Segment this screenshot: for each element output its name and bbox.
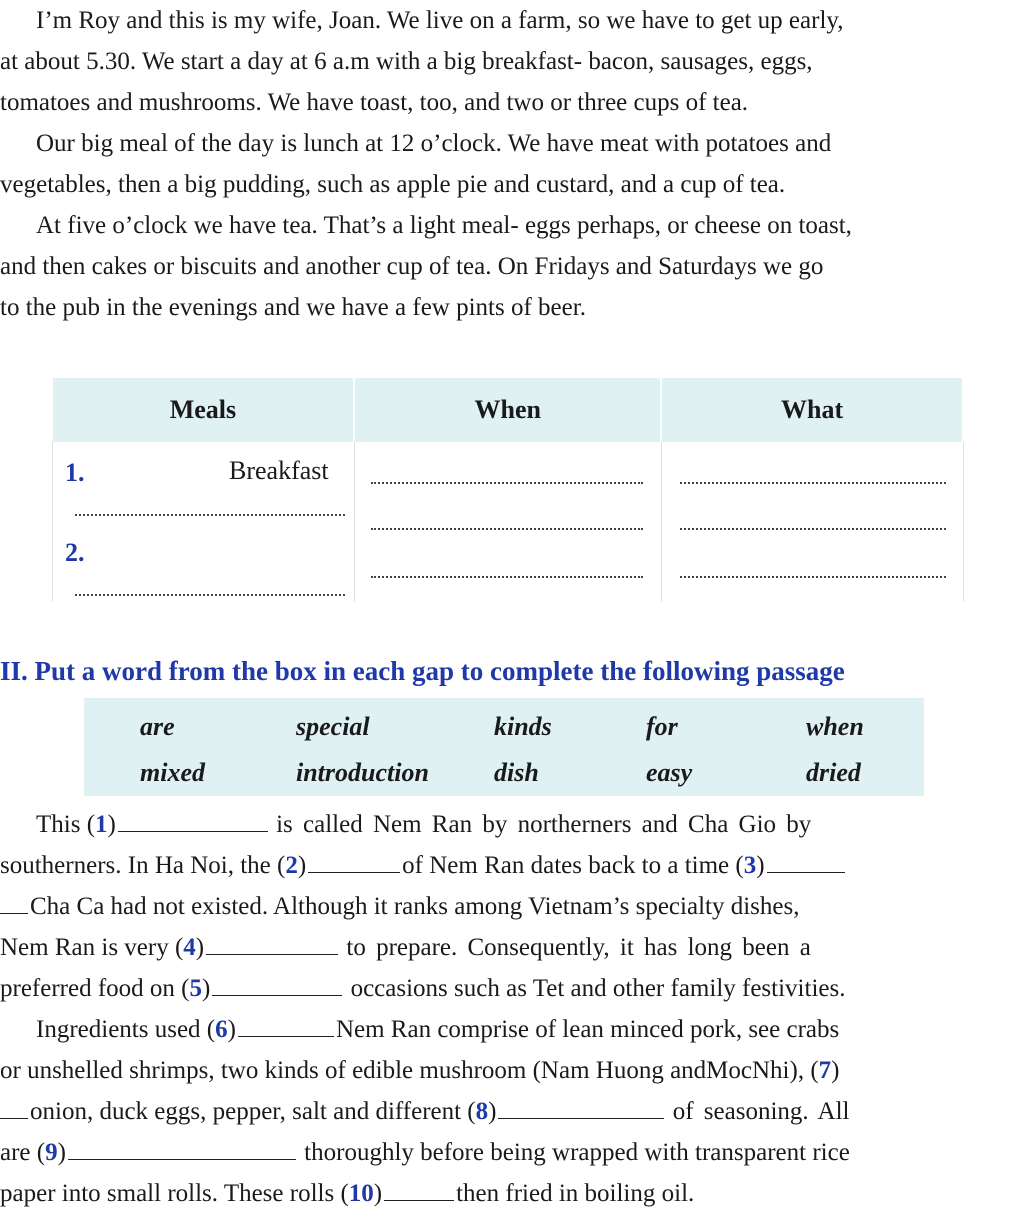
word-item: when (806, 712, 864, 741)
word-item: dried (806, 758, 861, 787)
word-item: kinds (494, 712, 552, 741)
passage-line: and then cakes or biscuits and another cup of tea. On Fridays and Saturdays we go (0, 253, 824, 280)
table-header-when: When (354, 378, 661, 442)
meals-column-cell (53, 442, 355, 602)
blank-line[interactable] (680, 576, 946, 578)
line-text: onion, duck eggs, pepper, salt and different ( (30, 1098, 476, 1125)
gap-5-blank[interactable] (212, 973, 342, 996)
passage-line: tomatoes and mushrooms. We have toast, too, and two or three cups of tea. (0, 89, 749, 116)
gap-number-10: 10 (348, 1180, 374, 1207)
what-column-cell (661, 442, 963, 602)
gap-9-blank[interactable] (68, 1137, 296, 1160)
reading-passage (0, 0, 1022, 328)
line-text: thoroughly before being wrapped with transparent rice (304, 1139, 850, 1166)
gap-fill-passage (0, 804, 1022, 1214)
blank-line[interactable] (371, 576, 643, 578)
gap-number-8: 8 (475, 1098, 489, 1125)
table-header-meals: Meals (53, 378, 355, 442)
passage-line: I’m Roy and this is my wife, Joan. We live on a farm, so we have to get up early, (36, 7, 844, 34)
line-text: preferred food on ( (0, 975, 190, 1002)
row-number-2: 2. (65, 538, 85, 567)
line-text: ) (297, 852, 307, 879)
blank-line[interactable] (75, 594, 345, 596)
passage-line (0, 1009, 1022, 1050)
gap-1-blank[interactable] (118, 809, 268, 832)
blank-line[interactable] (371, 528, 643, 530)
passage-line (0, 927, 1022, 968)
line-text: ) (57, 1139, 66, 1166)
line-text: occasions such as Tet and other family festivities. (350, 975, 846, 1002)
line-text: paper into small rolls. These rolls ( (0, 1180, 349, 1207)
passage-line (0, 1091, 1022, 1132)
word-item: for (646, 712, 678, 741)
passage-line (0, 1173, 1022, 1214)
line-text: This ( (36, 811, 96, 838)
passage-line: vegetables, then a big pudding, such as apple pie and custard, and a cup of tea. (0, 171, 786, 198)
passage-line: at about 5.30. We start a day at 6 a.m with a big breakfast- bacon, sausages, eggs, (0, 48, 813, 75)
meals-table (52, 378, 964, 602)
word-item: introduction (296, 758, 429, 787)
gap-3-blank[interactable] (767, 850, 845, 873)
line-text: Cha Ca had not existed. Although it ranks among Vietnam’s specialty dishes, (30, 893, 800, 920)
passage-line (0, 804, 1022, 845)
gap-7-blank[interactable] (0, 1096, 28, 1119)
row-number-1: 1. (65, 458, 85, 487)
line-text: ) (227, 1016, 236, 1043)
line-text: ) (756, 852, 765, 879)
gap-number-3: 3 (743, 852, 757, 879)
passage-line (0, 1050, 1022, 1091)
line-text: ) (373, 1180, 383, 1207)
line-text: ) (202, 975, 211, 1002)
line-text: then fried in boiling oil. (456, 1180, 695, 1207)
passage-line: At five o’clock we have tea. That’s a light meal- eggs perhaps, or cheese on toast, (36, 212, 852, 239)
passage-line: Our big meal of the day is lunch at 12 o’clock. We have meat with potatoes and (36, 130, 832, 157)
gap-number-7: 7 (818, 1057, 832, 1084)
gap-10-blank[interactable] (384, 1178, 454, 1201)
gap-number-9: 9 (45, 1139, 58, 1166)
word-item: dish (494, 758, 539, 787)
gap-3-blank-cont[interactable] (0, 891, 28, 914)
gap-number-2: 2 (285, 852, 298, 879)
line-text: Nem Ran is very ( (0, 934, 184, 961)
exercise-heading: II. Put a word from the box in each gap to complete the following passage (0, 656, 845, 686)
meal-breakfast: Breakfast (229, 456, 329, 485)
blank-line[interactable] (75, 514, 345, 516)
line-text: or unshelled shrimps, two kinds of edible mushroom (Nam Huong andMocNhi), ( (0, 1057, 819, 1084)
gap-number-5: 5 (189, 975, 202, 1002)
line-text: ) (831, 1057, 840, 1084)
passage-line (0, 845, 1022, 886)
line-text: Nem Ran comprise of lean minced pork, see crabs (335, 1016, 840, 1043)
gap-2-blank[interactable] (308, 850, 400, 873)
gap-6-blank[interactable] (238, 1014, 334, 1037)
blank-line[interactable] (371, 482, 643, 484)
line-text: ) (488, 1098, 497, 1125)
passage-line (0, 886, 1022, 927)
line-text: are ( (0, 1139, 46, 1166)
gap-number-6: 6 (215, 1016, 228, 1043)
gap-number-4: 4 (183, 934, 196, 961)
word-item: mixed (140, 758, 205, 787)
line-text: to prepare. Consequently, it has long been a (346, 934, 811, 961)
word-item: are (140, 712, 175, 741)
line-text: is called Nem Ran by northerners and Cha Gio by (276, 811, 812, 838)
gap-number-1: 1 (95, 811, 108, 838)
table-header-what: What (661, 378, 963, 442)
when-column-cell (354, 442, 661, 602)
passage-line (0, 968, 1022, 1009)
gap-4-blank[interactable] (206, 932, 338, 955)
line-text: Ingredients used ( (36, 1016, 216, 1043)
line-text: ) (195, 934, 205, 961)
blank-line[interactable] (680, 482, 946, 484)
line-text: of seasoning. All (672, 1098, 850, 1125)
word-box (84, 698, 924, 796)
passage-line (0, 1132, 1022, 1173)
passage-line: to the pub in the evenings and we have a few pints of beer. (0, 294, 586, 321)
word-item: special (296, 712, 370, 741)
gap-8-blank[interactable] (498, 1096, 664, 1119)
word-item: easy (646, 758, 693, 787)
line-text: southerners. In Ha Noi, the ( (0, 852, 286, 879)
blank-line[interactable] (680, 528, 946, 530)
line-text: ) (107, 811, 116, 838)
line-text: of Nem Ran dates back to a time ( (402, 852, 744, 879)
